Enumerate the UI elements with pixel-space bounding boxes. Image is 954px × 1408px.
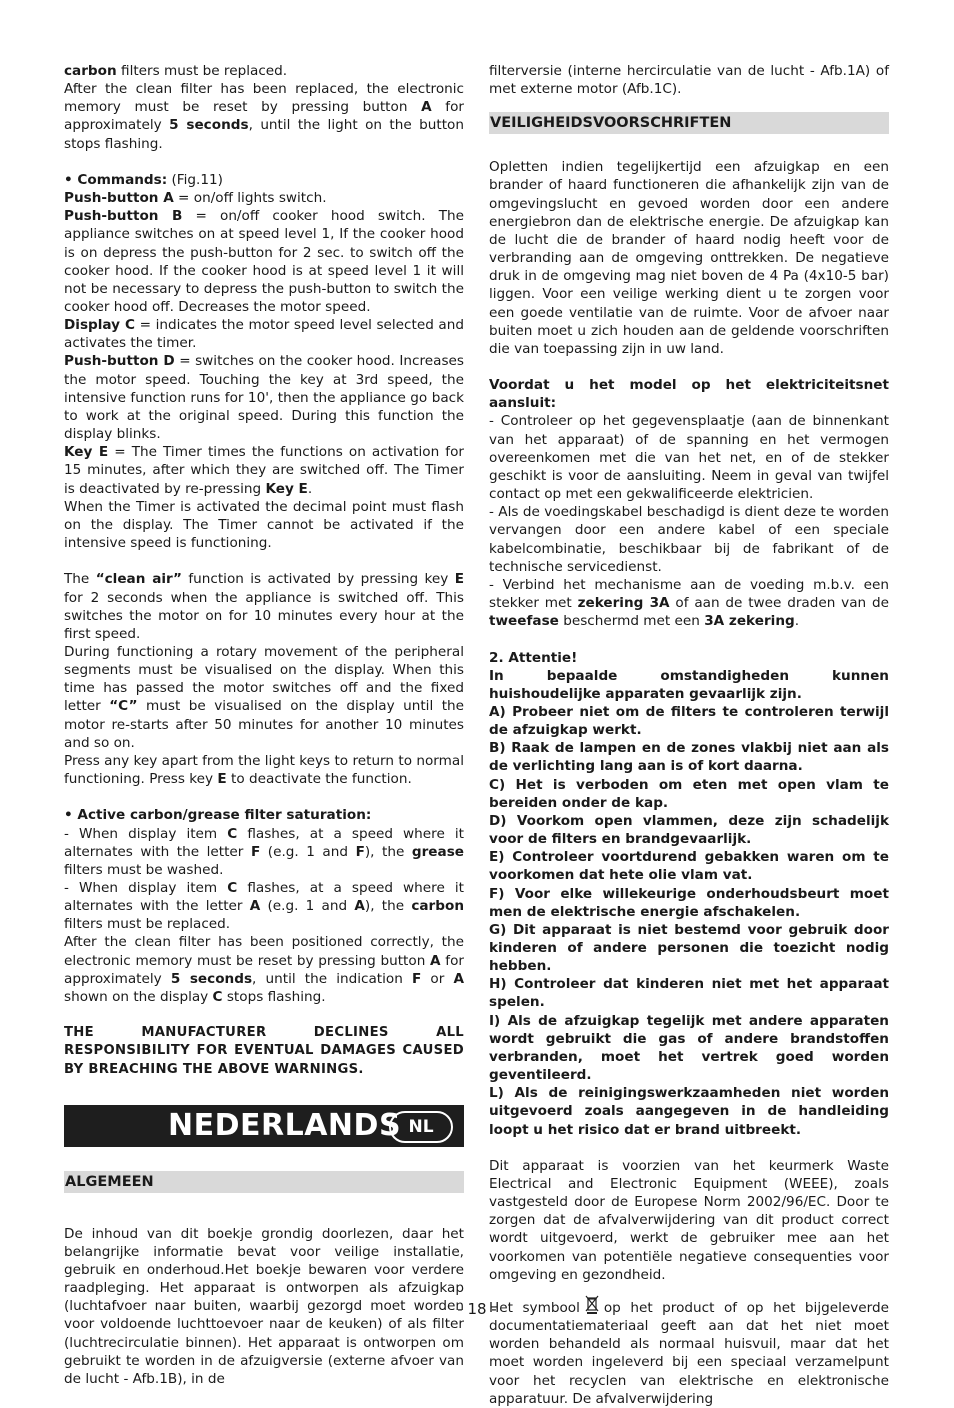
paragraph: Push-button D = switches on the cooker hood. Increases the motor speed. Touching the key at 3rd speed, the intensive function runs for 10', then the appliance go back to work at the original speed. During this function the display blinks. bbox=[64, 353, 464, 443]
paragraph: In bepaalde omstandigheden kunnen huishoudelijke apparaten gevaarlijk zijn. bbox=[489, 667, 889, 702]
language-badge: NL bbox=[389, 1111, 453, 1143]
list-item: D) Voorkom open vlammen, deze zijn schadelijk voor de filters en brandgevaarlijk. bbox=[489, 812, 889, 848]
paragraph: De inhoud van dit boekje grondig doorlezen, daar het belangrijke informatie bevat voor veilige installatie, gebruik en onderhoud.Het boekje bewaren voor verdere raadpleging. Het apparaat is ontworpen als afzuigkap (luchtafvoer naar buiten, waarbij gezorgd moet worden voor voldoende luchttoevoer naar de keuken) of als filter (luchtrecirculatie binnen). Het apparaat is ontworpen om gebruikt te worden in de afzuigversie (externe afvoer van de lucht - Afb.1B), in de bbox=[64, 1225, 464, 1387]
section-header-veiligheid: VEILIGHEIDSVOORSCHRIFTEN bbox=[489, 112, 889, 134]
paragraph: Het symbool op het product of op het bijgeleverde documentatiemateriaal geeft aan dat het niet moet worden behandeld als normaal huisvuil, maar dat het moet worden ingeleverd bij een speciaal verzamelpunt voor het recyclen van elektrische en elektronische apparatuur. De afvalverwijdering bbox=[489, 1294, 889, 1408]
paragraph: Opletten indien tegelijkertijd een afzuigkap en een brander of haard functioneren die afhankelijk zijn van de omgevingslucht en gevoed worden door een andere energiebron dan de elektrische energie. De afzuigkap kan de lucht die de brander of haard nodig heeft voor de verbranding aan de omgeving onttrekken. De negatieve druk in de omgeving mag niet boven de 4 Pa (4x10-5 bar) liggen. Voor een veilige werking dient u te zorgen voor een goede ventilatie van de ruimte. Voor de afvoer naar buiten moet u zich houden aan de geldende voorschriften die van toepassing zijn in uw land. bbox=[489, 159, 889, 357]
paragraph: Push-button A = on/off lights switch. bbox=[64, 190, 327, 207]
paragraph: - Verbind het mechanisme aan de voeding m.b.v. een stekker met zekering 3A of aan de twee draden van de tweefase beschermd met een 3A zekering. bbox=[489, 576, 889, 630]
list-item: F) Voor elke willekeurige onderhoudsbeurt moet men de elektrische energie afschakelen. bbox=[489, 885, 889, 920]
paragraph: - When display item C flashes, at a speed where it alternates with the letter A (e.g. 1 and A), the carbon filters must be replaced. bbox=[64, 879, 465, 933]
saturation-heading: • Active carbon/grease filter saturation: bbox=[64, 807, 372, 824]
paragraph: After the clean filter has been replaced, the electronic memory must be reset by pressing button A for approximately 5 seconds, until the light on the button stops flashing. bbox=[64, 81, 464, 152]
section-header-algemeen: ALGEMEEN bbox=[64, 1171, 464, 1193]
paragraph: The “clean air” function is activated by pressing key E for 2 seconds when the appliance is switched off. This switches the motor on for 10 minutes every hour at the first speed. bbox=[64, 571, 464, 642]
left-column bbox=[64, 62, 464, 1388]
paragraph: filterversie (interne hercirculatie van de lucht - Afb.1A) of met externe motor (Afb.1C). bbox=[489, 63, 889, 98]
paragraph: - When display item C flashes, at a speed where it alternates with the letter F (e.g. 1 and F), the grease filters must be washed. bbox=[64, 825, 465, 878]
list-item: A) Probeer niet om de filters te controleren terwijl de afzuigkap werkt. bbox=[489, 703, 889, 739]
paragraph: When the Timer is activated the decimal point must flash on the display. The Timer cannot be activated if the intensive speed is functioning. bbox=[64, 498, 464, 552]
paragraph: - Als de voedingskabel beschadigd is dient deze te worden vervangen door een andere kabel of een speciale kabelcombinatie, beschikbaar bij de fabrikant of de technische servicedienst. bbox=[489, 504, 889, 575]
paragraph: Push-button B = on/off cooker hood switch. The appliance switches on at speed level 1, If the cooker hood is on depress the push-button for 2 sec. to switch off the cooker hood. If the cooker hood is at speed level 1 it will not be necessary to depress the push-button to switch the cooker hood off. Decreases the motor speed. bbox=[64, 208, 464, 316]
list-item: I) Als de afzuigkap tegelijk met andere apparaten wordt gebruikt die gas of andere brandstoffen verbranden, moet het vertrek goed worden geventileerd. bbox=[489, 1012, 889, 1084]
paragraph: After the clean filter has been positioned correctly, the electronic memory must be reset by pressing button A for approximately 5 seconds, until the indication F or A shown on the display C stops flashing. bbox=[64, 934, 464, 1005]
attention-heading: 2. Attentie! bbox=[489, 649, 578, 666]
language-banner bbox=[64, 1105, 464, 1147]
list-item: L) Als de reinigingswerkzaamheden niet worden uitgevoerd zoals aangegeven in de handleiding loopt u het risico dat er brand uitbreekt. bbox=[489, 1085, 889, 1138]
list-item: C) Het is verboden om eten met open vlam te bereiden onder de kap. bbox=[489, 776, 889, 811]
list-item: G) Dit apparaat is niet bestemd voor gebruik door kinderen of andere personen die toezicht nodig hebben. bbox=[489, 921, 889, 975]
paragraph: Press any key apart from the light keys to return to normal functioning. Press key E to deactivate the function. bbox=[64, 752, 464, 788]
warning-text: THE MANUFACTURER DECLINES ALL RESPONSIBILITY FOR EVENTUAL DAMAGES CAUSED BY BREACHING THE ABOVE WARNINGS. bbox=[64, 1025, 464, 1077]
page-number: - 18 - bbox=[457, 1300, 497, 1318]
paragraph: Display C = indicates the motor speed level selected and activates the timer. bbox=[64, 317, 464, 352]
banner-title: NEDERLANDS bbox=[168, 1107, 402, 1143]
list-item: E) Controleer voortdurend gebakken waren om te voorkomen dat hete olie vlam vat. bbox=[489, 849, 889, 884]
right-column bbox=[489, 62, 889, 1408]
paragraph: Dit apparaat is voorzien van het keurmerk Waste Electrical and Electronic Equipment (WEEE), zoals vastgesteld door de Europese Norm 2002/96/EC. Door te zorgen dat de afvalverwijdering van dit product correct wordt uitgevoerd, werkt de gebruiker mee aan het voorkomen van potentiële negatieve consequenties voor omgeving en gezondheid. bbox=[489, 1157, 889, 1283]
commands-heading: • Commands: (Fig.11) bbox=[64, 171, 223, 188]
paragraph: carbon filters must be replaced. bbox=[64, 63, 288, 79]
paragraph: - Controleer op het gegevensplaatje (aan de binnenkant van het apparaat) of de spanning en het vermogen overeenkomen met die van het net, en of de stekker geschikt is voor de aansluiting. Neem in geval van twijfel contact op met een gekwalificeerde elektricien. bbox=[489, 413, 889, 503]
list-item: B) Raak de lampen en de zones vlakbij niet aan als de verlichting lang aan is of kort daarna. bbox=[489, 740, 889, 775]
paragraph: Key E = The Timer times the functions on activation for 15 minutes, after which they are switched off. The Timer is deactivated by re-pressing Key E. bbox=[64, 444, 464, 497]
paragraph: Voordat u het model op het elektriciteitsnet aansluit: bbox=[489, 377, 889, 412]
list-item: H) Controleer dat kinderen niet met het apparaat spelen. bbox=[489, 976, 889, 1011]
paragraph: During functioning a rotary movement of the peripheral segments must be visualised on the display. When this time has passed the motor switches off and the fixed letter “C” must be visualised on the display until the motor re-starts after 50 minutes for another 10 minutes and so on. bbox=[64, 643, 465, 751]
